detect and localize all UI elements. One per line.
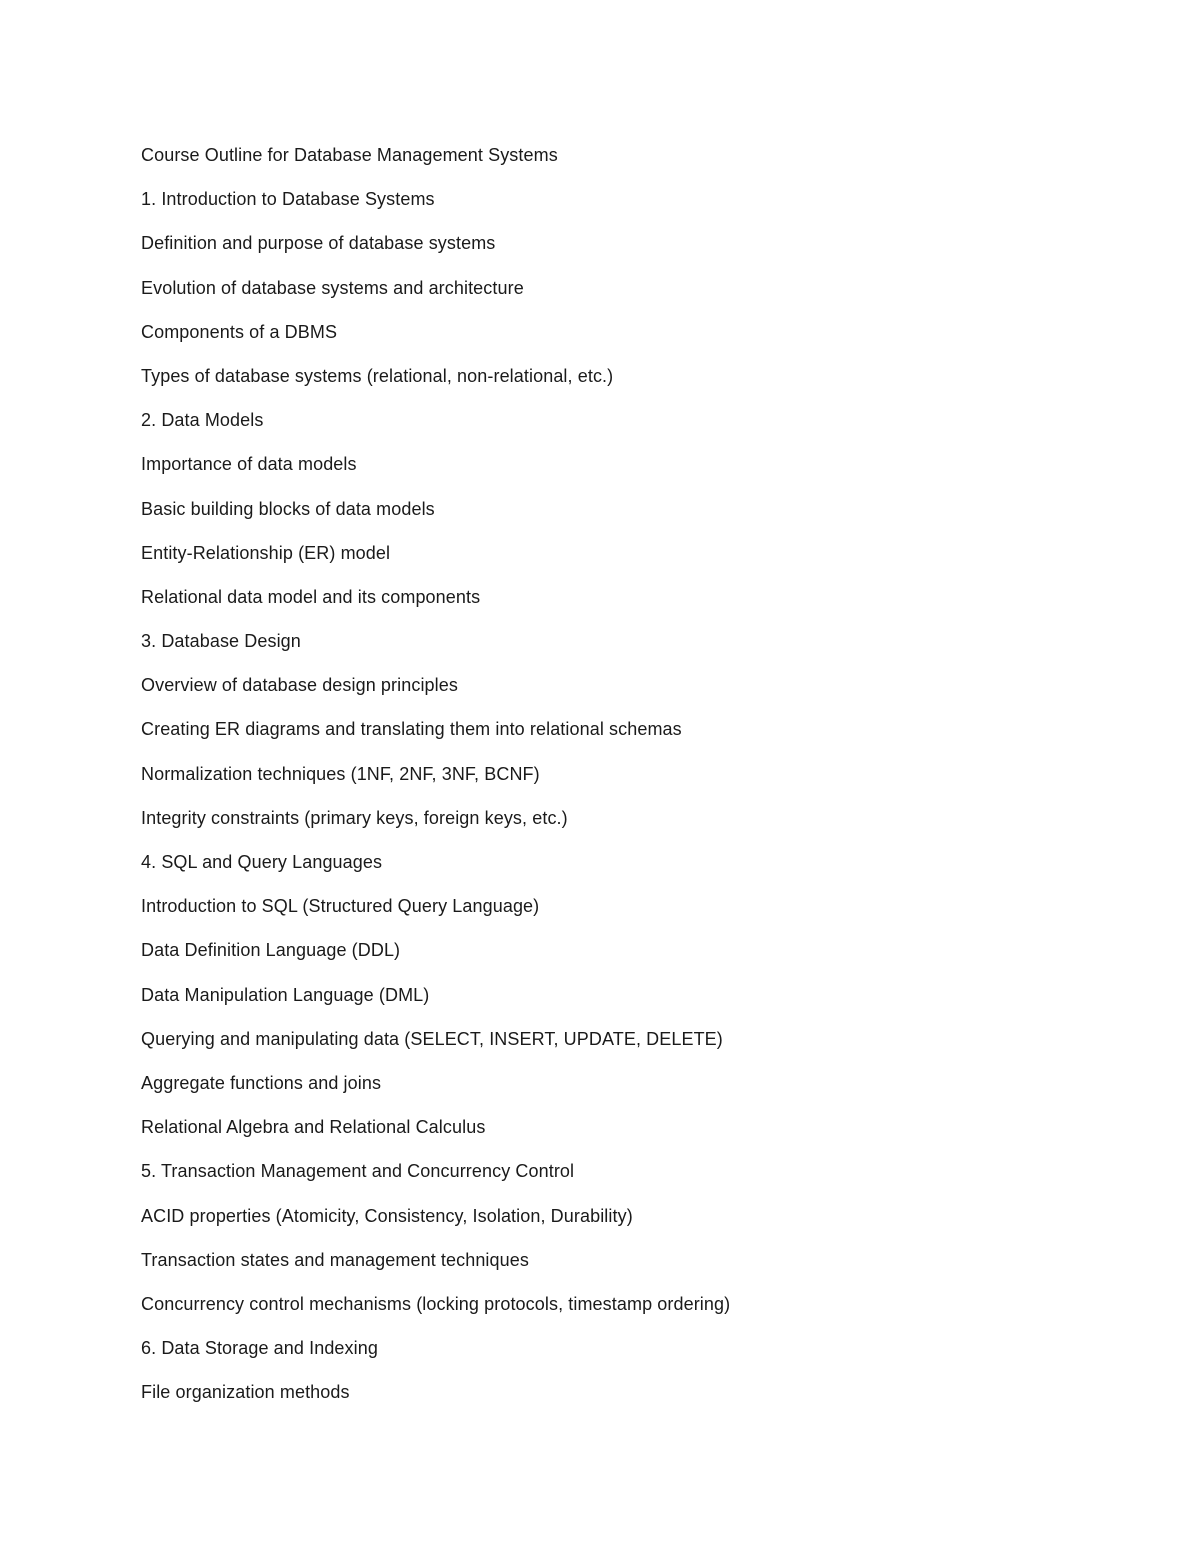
document-line: Evolution of database systems and architecture [141, 277, 524, 298]
section-heading-4: 4. SQL and Query Languages [141, 852, 383, 872]
document-line: File organization methods [141, 1382, 350, 1403]
section-heading-6: 6. Data Storage and Indexing [141, 1338, 378, 1359]
document-line: Introduction to SQL (Structured Query Language) [141, 896, 540, 917]
document-line: Entity-Relationship (ER) model [141, 542, 391, 563]
document-line: Importance of data models [141, 454, 357, 475]
document-line: Normalization techniques (1NF, 2NF, 3NF, BCNF) [141, 763, 540, 784]
document-title: Course Outline for Database Management Systems [141, 145, 558, 165]
section-heading-5: 5. Transaction Management and Concurrency Control [141, 1161, 575, 1182]
document-line: Querying and manipulating data (SELECT, INSERT, UPDATE, DELETE) [141, 1028, 723, 1049]
document-line: Relational Algebra and Relational Calculus [141, 1117, 486, 1138]
document-line: Integrity constraints (primary keys, foreign keys, etc.) [141, 807, 568, 828]
document-line: Aggregate functions and joins [141, 1072, 382, 1093]
section-heading-3: 3. Database Design [141, 631, 301, 652]
document-line: Transaction states and management techniques [141, 1249, 529, 1270]
document-line: Types of database systems (relational, non-relational, etc.) [141, 365, 614, 386]
document-line: Concurrency control mechanisms (locking protocols, timestamp ordering) [141, 1293, 731, 1314]
section-heading-1: 1. Introduction to Database Systems [141, 189, 435, 210]
document-line: Data Definition Language (DDL) [141, 940, 401, 961]
section-heading-2: 2. Data Models [141, 410, 264, 431]
document-line: Definition and purpose of database systems [141, 233, 496, 254]
document-body [141, 143, 1121, 1424]
document-line: Basic building blocks of data models [141, 498, 435, 519]
document-line: Overview of database design principles [141, 675, 458, 696]
document-line: Creating ER diagrams and translating them into relational schemas [141, 719, 682, 740]
document-line: Relational data model and its components [141, 586, 481, 607]
document-line: ACID properties (Atomicity, Consistency, Isolation, Durability) [141, 1205, 633, 1226]
document-line: Components of a DBMS [141, 321, 338, 342]
document-line: Data Manipulation Language (DML) [141, 984, 430, 1005]
